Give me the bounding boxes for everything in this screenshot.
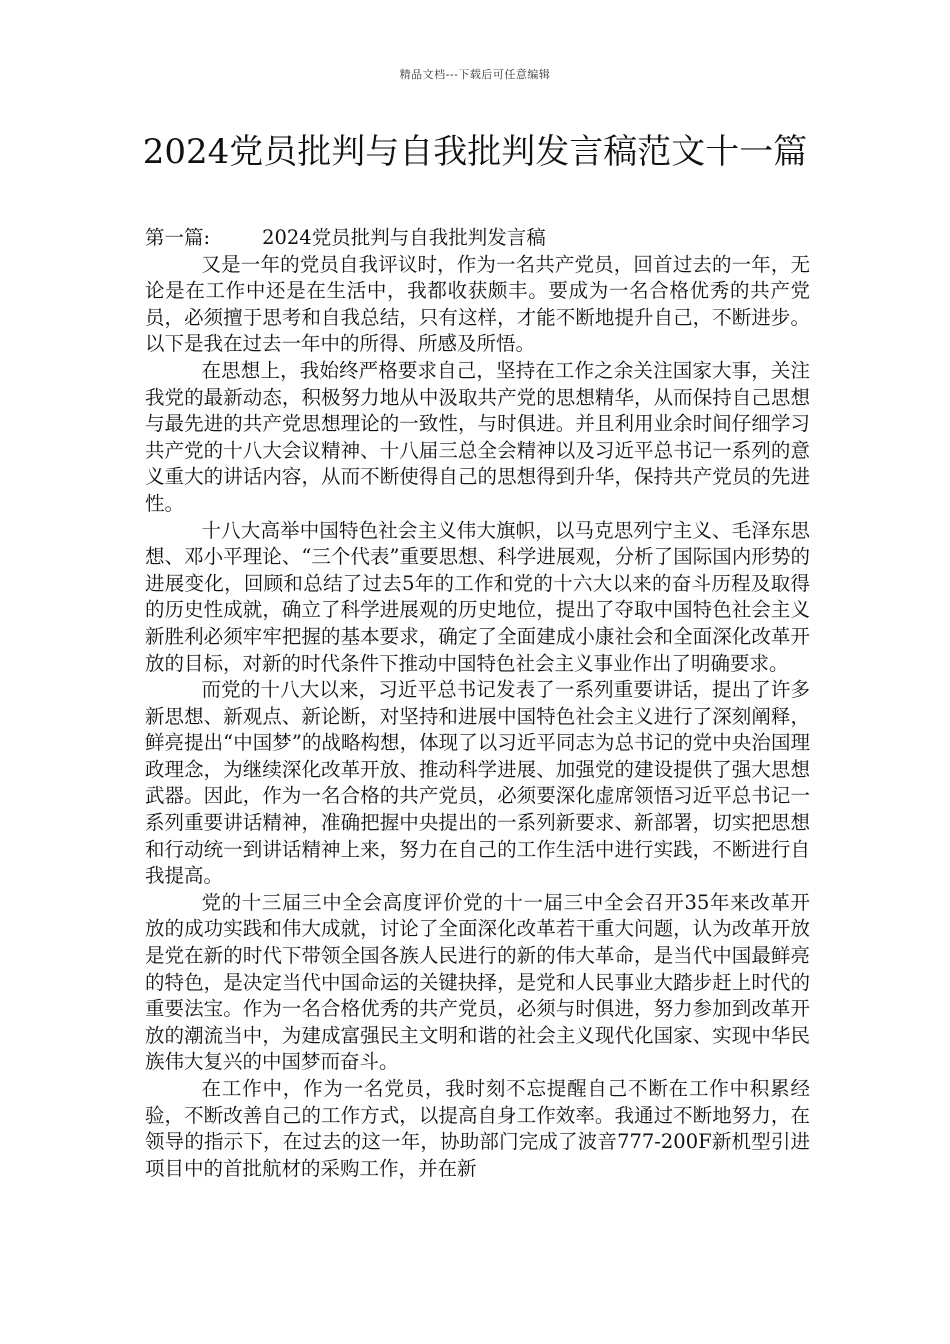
paragraph-5: 党的十三届三中全会高度评价党的十一届三中全会召开35年来改革开放的成功实践和伟大成就，讨论了全面深化改革若干重大问题，认为改革开放是党在新的时代下带领全国各族人民进行的新的伟大革命，是当代中国最鲜亮的特色，是决定当代中国命运的关键抉择，是党和人民事业大踏步赶上时代的重要法宝。作为一名合格优秀的共产党员，必须与时俱进，努力参加到改革开放的潮流当中，为建成富强民主文明和谐的社会主义现代化国家、实现中华民族伟大复兴的中国梦而奋斗。 (145, 890, 810, 1074)
header-note: 精品文档---下载后可任意编辑 (399, 68, 551, 81)
section-heading (145, 225, 810, 252)
paragraph-1: 又是一年的党员自我评议时，作为一名共产党员，回首过去的一年，无论是在工作中还是在生活中，我都收获颇丰。要成为一名合格优秀的共产党员，必须擅于思考和自我总结，只有这样，才能不断地提升自己，不断进步。以下是我在过去一年中的所得、所感及所悟。 (145, 252, 810, 356)
section-label: 第一篇: (145, 226, 211, 249)
section-title: 2024党员批判与自我批判发言稿 (262, 226, 546, 249)
paragraph-6: 在工作中，作为一名党员，我时刻不忘提醒自己不断在工作中积累经验，不断改善自己的工作方式，以提高自身工作效率。我通过不断地努力，在领导的指示下，在过去的这一年，协助部门完成了波音777-200F新机型引进项目中的首批航材的采购工作，并在新 (145, 1077, 810, 1180)
document-body (145, 225, 810, 1182)
document-title: 2024党员批判与自我批判发言稿范文十一篇 (142, 132, 808, 172)
paragraph-3: 十八大高举中国特色社会主义伟大旗帜，以马克思列宁主义、毛泽东思想、邓小平理论、“三个代表”重要思想、科学进展观，分析了国际国内形势的进展变化，回顾和总结了过去5年的工作和党的十六大以来的奋斗历程及取得的历史性成就，确立了科学进展观的历史地位，提出了夺取中国特色社会主义新胜利必须牢牢把握的基本要求，确定了全面建成小康社会和全面深化改革开放的目标，对新的时代条件下推动中国特色社会主义事业作出了明确要求。 (145, 518, 810, 675)
paragraph-4: 而党的十八大以来，习近平总书记发表了一系列重要讲话，提出了许多新思想、新观点、新论断，对坚持和进展中国特色社会主义进行了深刻阐释，鲜亮提出“中国梦”的战略构想，体现了以习近平同志为总书记的党中央治国理政理念，为继续深化改革开放、推动科学进展、加强党的建设提供了强大思想武器。因此，作为一名合格的共产党员，必须要深化虚席领悟习近平总书记一系列重要讲话精神，准确把握中央提出的一系列新要求、新部署，切实把思想和行动统一到讲话精神上来，努力在自己的工作生活中进行实践，不断进行自我提高。 (145, 678, 810, 888)
paragraph-2: 在思想上，我始终严格要求自己，坚持在工作之余关注国家大事，关注我党的最新动态，积极努力地从中汲取共产党的思想精华，从而保持自己思想与最先进的共产党思想理论的一致性，与时俱进。并且利用业余时间仔细学习共产党的十八大会议精神、十八届三总全会精神以及习近平总书记一系列的意义重大的讲话内容，从而不断使得自己的思想得到升华，保持共产党员的先进性。 (145, 358, 810, 515)
